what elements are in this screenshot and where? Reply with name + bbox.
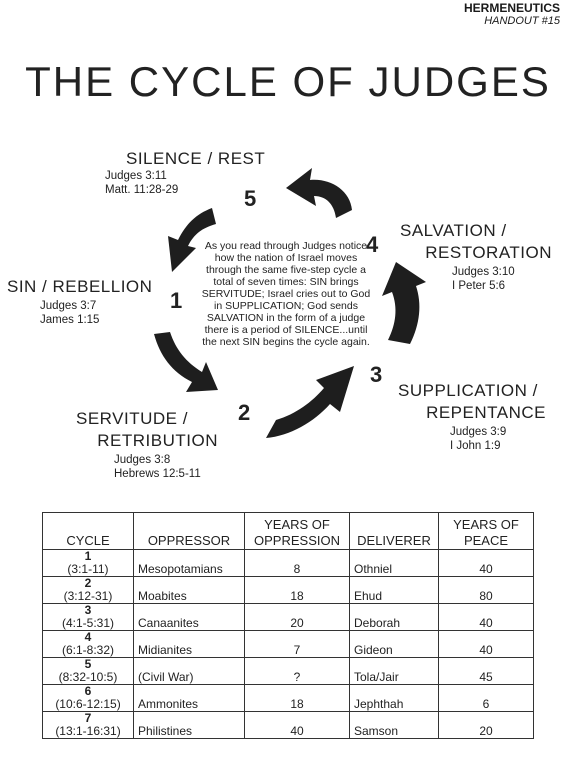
cell-years-oppression: 18 <box>245 577 350 604</box>
cycle-number: 5 <box>84 657 92 671</box>
scripture-ref: I Peter 5:6 <box>452 280 506 292</box>
stage-label: SUPPLICATION / <box>398 381 538 400</box>
stage-sin-refs <box>40 299 99 327</box>
cell-oppressor: Moabites <box>134 577 245 604</box>
cycle-ref: (8:32-10:5) <box>58 670 118 684</box>
cycle-description: As you read through Judges notice how the nation of Israel moves through the same five-step cycle a total of seven times: SIN brings SERVITUDE; Israel cries out to God in SUPPLICATION; God sends SALVATION in the form of a judge there is a period of SILENCE...until the next SIN begins the cycle again. <box>201 240 371 348</box>
cell-years-peace: 40 <box>439 604 534 631</box>
stage-servitude-refs <box>114 453 201 481</box>
stage-number-2: 2 <box>238 400 251 425</box>
table-row <box>43 631 534 658</box>
cycle-ref: (3:1-11) <box>67 562 109 576</box>
cycle-number: 7 <box>84 711 92 725</box>
cell-cycle <box>43 550 134 577</box>
cell-cycle <box>43 577 134 604</box>
cycle-ref: (3:12-31) <box>63 589 113 603</box>
cell-years-peace: 80 <box>439 577 534 604</box>
cell-cycle <box>43 712 134 739</box>
stage-salvation-restoration <box>400 220 552 264</box>
cell-cycle <box>43 658 134 685</box>
scripture-ref: Judges 3:8 <box>114 454 171 466</box>
cell-years-oppression: 20 <box>245 604 350 631</box>
cell-oppressor: (Civil War) <box>134 658 245 685</box>
col-header-deliverer: DELIVERER <box>350 513 439 550</box>
stage-label: RESTORATION <box>425 243 552 262</box>
cycle-ref: (4:1-5:31) <box>61 616 115 630</box>
stage-supplication-refs <box>450 425 506 453</box>
stage-label: SALVATION / <box>400 221 507 240</box>
cycle-ref: (6:1-8:32) <box>61 643 115 657</box>
scripture-ref: Judges 3:9 <box>450 426 507 438</box>
cycle-number: 6 <box>84 684 92 698</box>
stage-number-4: 4 <box>366 232 379 257</box>
cell-deliverer: Samson <box>350 712 439 739</box>
cycle-number: 3 <box>84 603 92 617</box>
arrow-silence-to-sin <box>286 168 352 218</box>
stage-label: SILENCE / REST <box>126 149 266 168</box>
scripture-ref: Matt. 11:28-29 <box>105 184 179 196</box>
stage-silence-refs <box>105 169 178 197</box>
cell-deliverer: Gideon <box>350 631 439 658</box>
col-header-years-oppression: YEARS OF OPPRESSION <box>245 513 350 550</box>
table-row <box>43 712 534 739</box>
scripture-ref: James 1:15 <box>40 314 100 326</box>
table-row <box>43 577 534 604</box>
stage-silence-rest <box>126 148 265 170</box>
col-header-years-peace: YEARS OF PEACE <box>439 513 534 550</box>
table-row <box>43 685 534 712</box>
stage-salvation-refs <box>452 265 515 293</box>
scripture-ref: Judges 3:11 <box>105 170 167 182</box>
cell-years-oppression: 7 <box>245 631 350 658</box>
cell-years-oppression: ? <box>245 658 350 685</box>
cell-deliverer: Tola/Jair <box>350 658 439 685</box>
stage-number-5: 5 <box>244 186 257 211</box>
stage-label: SIN / REBELLION <box>7 277 153 296</box>
cycle-ref: (10:6-12:15) <box>55 697 121 711</box>
cell-cycle <box>43 604 134 631</box>
scripture-ref: Hebrews 12:5-11 <box>114 468 201 480</box>
stage-number-3: 3 <box>370 362 383 387</box>
cycle-number: 4 <box>84 630 92 644</box>
cycle-number: 2 <box>84 576 92 590</box>
arrow-supplication-to-salvation <box>382 262 426 344</box>
stage-label: RETRIBUTION <box>97 431 218 450</box>
cell-years-peace: 45 <box>439 658 534 685</box>
scripture-ref: Judges 3:10 <box>452 266 515 278</box>
table-row <box>43 604 534 631</box>
cell-years-peace: 20 <box>439 712 534 739</box>
cell-deliverer: Ehud <box>350 577 439 604</box>
cell-oppressor: Midianites <box>134 631 245 658</box>
table-row <box>43 550 534 577</box>
stage-label: REPENTANCE <box>426 403 546 422</box>
cell-years-oppression: 18 <box>245 685 350 712</box>
cell-deliverer: Deborah <box>350 604 439 631</box>
cell-years-peace: 40 <box>439 631 534 658</box>
cell-years-oppression: 40 <box>245 712 350 739</box>
cell-years-peace: 40 <box>439 550 534 577</box>
col-header-cycle: CYCLE <box>43 513 134 550</box>
page-title: THE CYCLE OF JUDGES <box>25 58 551 105</box>
table-header-row <box>43 513 534 550</box>
cycle-number: 1 <box>84 549 92 563</box>
judges-cycle-table <box>42 512 534 739</box>
cell-oppressor: Philistines <box>134 712 245 739</box>
stage-supplication-repentance <box>398 380 546 424</box>
table-body <box>43 550 534 739</box>
cell-deliverer: Jephthah <box>350 685 439 712</box>
stage-servitude-retribution <box>76 408 218 452</box>
cell-years-oppression: 8 <box>245 550 350 577</box>
cell-oppressor: Canaanites <box>134 604 245 631</box>
cell-years-peace: 6 <box>439 685 534 712</box>
cell-oppressor: Ammonites <box>134 685 245 712</box>
col-header-oppressor: OPPRESSOR <box>134 513 245 550</box>
stage-number-1: 1 <box>170 288 183 313</box>
stage-label: SERVITUDE / <box>76 409 188 428</box>
cell-oppressor: Mesopotamians <box>134 550 245 577</box>
cell-deliverer: Othniel <box>350 550 439 577</box>
cell-cycle <box>43 631 134 658</box>
handout-number: HANDOUT #15 <box>484 15 560 27</box>
stage-sin-rebellion <box>7 276 152 298</box>
arrow-servitude-to-supplication <box>266 366 354 438</box>
cycle-ref: (13:1-16:31) <box>55 724 121 738</box>
scripture-ref: I John 1:9 <box>450 440 501 452</box>
course-name: HERMENEUTICS <box>463 1 560 15</box>
table-row <box>43 658 534 685</box>
scripture-ref: Judges 3:7 <box>40 300 97 312</box>
cell-cycle <box>43 685 134 712</box>
